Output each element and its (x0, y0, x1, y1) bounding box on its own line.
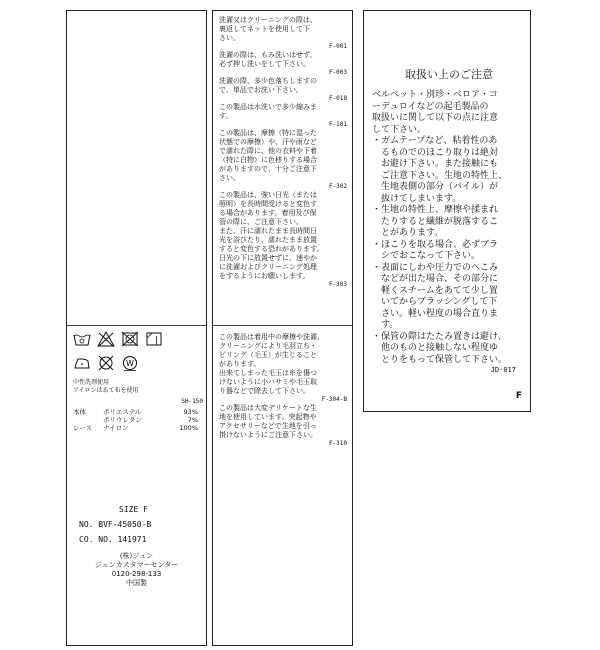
comp-percent: 100% (179, 424, 198, 432)
instruction-code: F-304-B (321, 396, 347, 403)
instruction-text: 洗濯の際は、もみ洗いはせず、 必ず押し洗いをして下さい。 (219, 51, 317, 68)
instruction-section (219, 333, 347, 404)
instruction-section (219, 191, 347, 289)
instruction-section (219, 103, 347, 129)
comp-part: 本体 (73, 408, 86, 416)
label-fold-line (213, 325, 352, 326)
composition-row (73, 416, 203, 424)
notice-title: 取扱い上のご注意 (405, 68, 493, 81)
no-bleach-icon (97, 331, 115, 347)
notice-bullet: ・ガムテープなど、粘着性のあ るものでのほこり取りは絶対 お避け下さい。また接触にも ご注意下さい。生地の特性上、 生地表側の部分（パイル）が 抜けてしまいます。 (372, 136, 508, 204)
line-dry-shade-icon (145, 331, 163, 347)
notice-bullet: ・ほこりを取る場合、必ずブラ シでおこなって下さい。 (372, 239, 499, 261)
instruction-text: 洗濯の際、多少色落ちしますの で、単品でお洗い下さい。 (219, 77, 317, 94)
iron-icon (73, 355, 91, 371)
comp-part: レース (73, 424, 93, 432)
instruction-code: F-001 (328, 43, 347, 50)
comp-material: ポリエステル (103, 408, 142, 416)
icon-caption-2: アイロンはあて布を使用 (73, 387, 139, 394)
label-code: SH-150 (181, 398, 203, 405)
composition-row (73, 408, 203, 416)
comp-part (73, 416, 103, 424)
customer-center: ジュンカスタマーセンター (94, 561, 179, 569)
company-name: (株)ジュン (119, 552, 154, 560)
instruction-code: F-303 (328, 281, 347, 288)
co-number: CO. NO. 141971 (79, 535, 147, 544)
washtub-icon (73, 331, 91, 347)
svg-text:W: W (126, 359, 134, 368)
origin: 中国製 (126, 579, 147, 587)
notice-code: JD-017 (490, 366, 516, 374)
instruction-section (219, 16, 347, 51)
size-mark: F (515, 391, 522, 401)
notice-bullet: ・生地の特性上、摩擦や揉まれ たりすると繊維が脱落するこ とがあります。 (372, 205, 499, 238)
notice-bullet: ・表面にしわや圧力でのへこみ などが出た場合、その部分に 軽くスチームをあてて少し置 いてからブラッシングして下 さい。軽い程度の場合直りま す。 (372, 262, 499, 330)
instruction-text: この製品は水洗いで多少縮みま す。 (219, 103, 317, 120)
care-label-middle (212, 10, 353, 646)
instruction-section (219, 77, 347, 103)
notice-bullet: ・保管の際はたたみ置きは避け、 他のものと接触しない程度ゆ とりをもって保管して下さい。 (372, 331, 508, 365)
instruction-code: F-003 (328, 69, 347, 76)
care-icons (73, 331, 203, 432)
care-instructions-top (219, 16, 347, 289)
instruction-text: 洗濯又はクリーニングの際は、 裏返してネットを使用して下 さい。 (219, 16, 317, 42)
instruction-code: F-018 (328, 95, 347, 102)
svg-text:|: | (155, 336, 159, 346)
instruction-text: この製品は、強い日光（または 照明）を長時間受けると変色す る場合があります。着用及び保 管の際に、ご注意下さい。 また、汗に濡れたまま長時間日 光を浴びたり、濡れたまま放置 すると変色する恐れがあります。 日光の下に放置せずに、速やか に洗濯およびクリーニング処理 をするようにお願いします。 (219, 191, 324, 280)
icon-caption-1: 中性洗剤使用 (73, 379, 110, 386)
comp-material: ポリウレタン (103, 416, 142, 424)
instruction-section (219, 51, 347, 77)
comp-material: ナイロン (103, 424, 129, 432)
phone-number: 0120-298-133 (111, 570, 162, 578)
instruction-code: F-302 (328, 183, 347, 190)
wet-clean-icon (121, 355, 139, 371)
instruction-code: F-310 (328, 440, 347, 447)
composition-row (73, 424, 203, 432)
no-dryclean-icon (97, 355, 115, 371)
care-label-left (66, 10, 207, 646)
label-fold-line (67, 325, 206, 326)
care-instructions-bottom (219, 333, 347, 448)
instruction-text: この製品は着用中の摩擦や洗濯、 クリーニングにより毛羽立ち・ ピリング（毛玉）が生じること があります。 出来てしまった毛玉は糸を傷つ けないように小バサミや毛玉取 り器などで除去して下さい。 (219, 333, 324, 395)
instruction-text: この製品は大変デリケートな生 地を使用しています。突起物や アクセサリーなどで生地を引っ 掛けないようにご注意下さい。 (219, 404, 317, 439)
instruction-code: F-101 (328, 121, 347, 128)
composition-table (73, 408, 203, 432)
product-number: NO. BVF-45050-B (79, 520, 152, 529)
instruction-section (219, 129, 347, 191)
comp-percent: 93% (183, 408, 198, 416)
comp-percent: 7% (187, 416, 198, 424)
handling-notice (372, 66, 526, 374)
instruction-section (219, 404, 347, 448)
instruction-text: この製品は、摩擦（特に湿った 状態での摩擦）や、汗や雨など で濡れた際に、他の衣料や下着 （特に白物）に色移りする場合 がありますので、十分ご注意下 さい。 (219, 129, 317, 182)
no-tumble-dry-icon (121, 331, 139, 347)
size-text: SIZE F (119, 505, 148, 514)
notice-intro: ベルベット・別珍・ベロア・コ ーデュロイなどの起毛製品の 取扱いに関して以下の点に注意 して下さい。 (372, 90, 499, 135)
company-info (67, 552, 206, 588)
care-label-right (363, 10, 531, 412)
